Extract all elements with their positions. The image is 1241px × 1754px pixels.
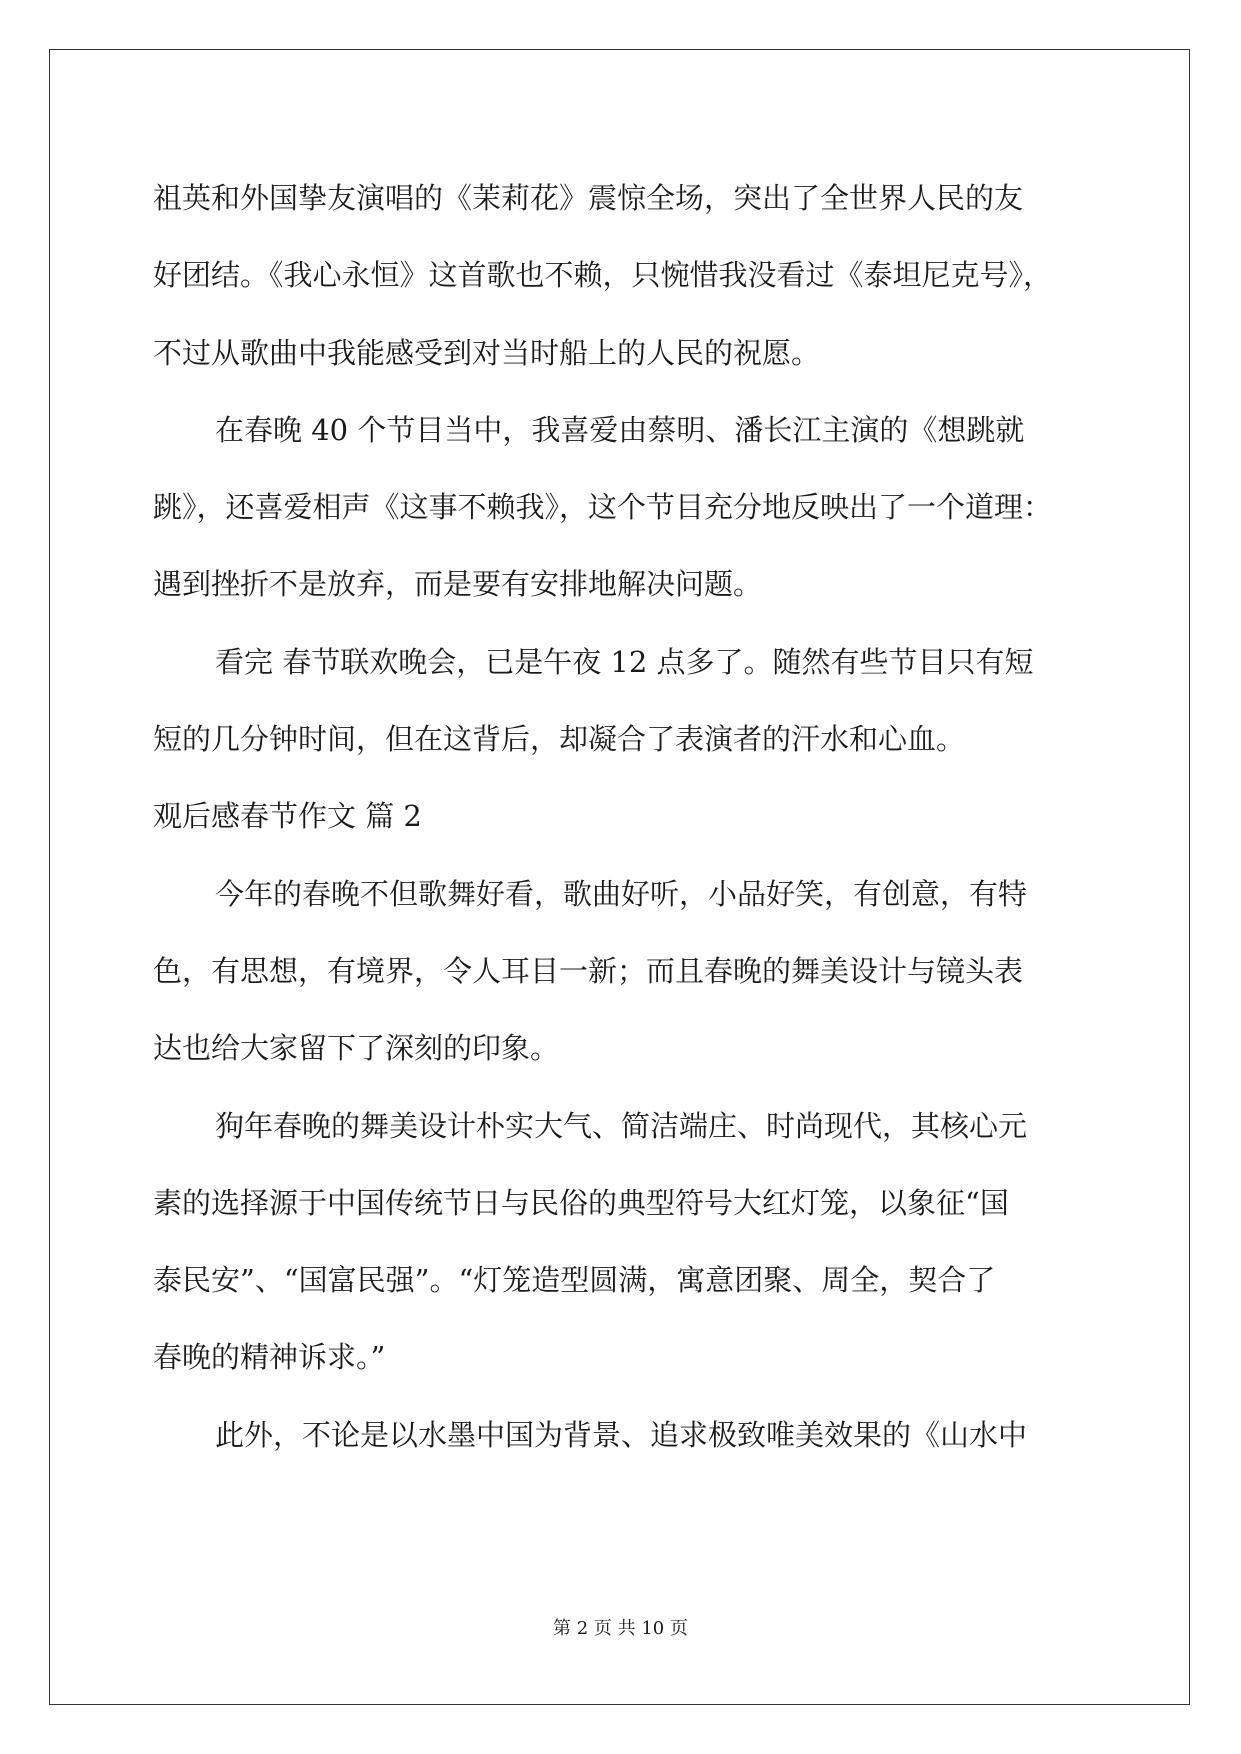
page-footer: 第 2 页 共 10 页: [553, 1618, 688, 1639]
section-heading: 观后感春节作文 篇 2: [153, 799, 422, 834]
text-line: 色，有思想，有境界，令人耳目一新；而且春晚的舞美设计与镜头表: [153, 953, 1024, 988]
text-line: 遇到挫折不是放弃，而是要有安排地解决问题。: [153, 567, 763, 602]
text-line: 短的几分钟时间，但在这背后，却凝合了表演者的汗水和心血。: [153, 722, 966, 757]
text-line: 不过从歌曲中我能感受到对当时船上的人民的祝愿。: [153, 335, 821, 370]
paragraph-first-line: 在春晚 40 个节目当中，我喜爱由蔡明、潘长江主演的《想跳就: [215, 412, 1025, 447]
paragraph-first-line: 此外，不论是以水墨中国为背景、追求极致唯美效果的《山水中: [215, 1417, 1028, 1452]
text-line: 泰民安”、“国富民强”。“灯笼造型圆满，寓意团聚、周全，契合了: [153, 1263, 996, 1298]
text-line: 好团结。《我心永恒》这首歌也不赖，只惋惜我没看过《泰坦尼克号》，: [153, 258, 1053, 293]
paragraph-first-line: 今年的春晚不但歌舞好看，歌曲好听，小品好笑，有创意，有特: [215, 876, 1028, 911]
text-line: 达也给大家留下了深刻的印象。: [153, 1031, 560, 1066]
paragraph-first-line: 狗年春晚的舞美设计朴实大气、简洁端庄、时尚现代，其核心元: [215, 1108, 1028, 1143]
text-line: 祖英和外国挚友演唱的《茉莉花》震惊全场，突出了全世界人民的友: [153, 181, 1024, 215]
text-line: 素的选择源于中国传统节日与民俗的典型符号大红灯笼，以象征“国: [153, 1185, 1009, 1220]
text-line: 春晚的精神诉求。”: [153, 1340, 386, 1375]
text-line: 跳》，还喜爱相声《这事不赖我》，这个节目充分地反映出了一个道理：: [153, 490, 1053, 525]
document-body: [153, 160, 1093, 1474]
paragraph-first-line: 看完 春节联欢晚会，已是午夜 12 点多了。随然有些节目只有短: [215, 644, 1034, 679]
